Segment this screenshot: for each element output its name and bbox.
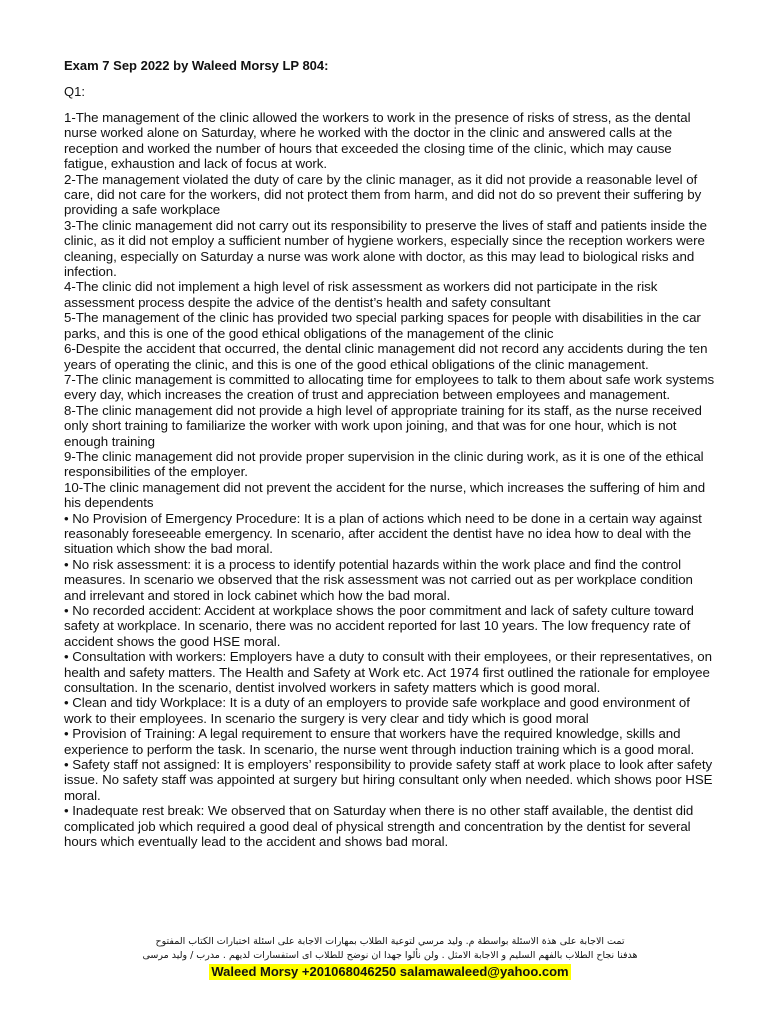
answer-list <box>64 110 716 850</box>
bullet-training: • Provision of Training: A legal requirement to ensure that workers have the required knowledge, skills and experience to perform the task. In scenario, the nurse went through induction training which is a good moral. <box>64 726 695 757</box>
answer-item-4: 4-The clinic did not implement a high level of risk assessment as workers did not participate in the risk assessment process despite the advice of the dentist’s health and safety consultant <box>64 279 658 310</box>
contact-highlight: Waleed Morsy +201068046250 salamawaleed@yahoo.com <box>211 964 569 979</box>
bullet-clean-workplace: • Clean and tidy Workplace: It is a duty of an employers to provide safe workplace and good environment of work to their employees. In scenario the surgery is very clear and tidy which is good moral <box>64 695 690 726</box>
answer-item-2: 2-The management violated the duty of care by the clinic manager, as it did not provide a reasonable level of care, did not care for the workers, did not protect them from harm, and did not do so prevent their suffering by providing a safe workplace <box>64 171 702 218</box>
page-footer <box>64 935 716 981</box>
answer-item-10: 10-The clinic management did not prevent the accident for the nurse, which increases the suffering of him and his dependents <box>64 479 706 511</box>
answer-item-3: 3-The clinic management did not carry out its responsibility to preserve the lives of staff and patients inside the clinic, as it did not employ a sufficient number of hygiene workers, especially since the reception workers were cleaning, especially on Saturday a nurse was work alone with doctor, as this may lead to biological risks and infection. <box>64 217 707 280</box>
bullet-safety-staff: • Safety staff not assigned: It is employers’ responsibility to provide safety staff at work place to look after safety issue. No safety staff was appointed at surgery but hiring consultant only when needed. which shows poor HSE moral. <box>64 757 713 803</box>
bullet-risk-assessment: • No risk assessment: it is a process to identify potential hazards within the work place and find the control measures. In scenario we observed that the risk assessment was not carried out as per workplace condition and irrelevant and stored in lock cabinet which how the bad moral. <box>64 556 693 603</box>
answer-item-8: 8-The clinic management did not provide a high level of appropriate training for its staff, as the nurse received only short training to familiarize the worker with work upon joining, and that was for one hour, which is not enough training <box>64 402 702 449</box>
answer-item-5: 5-The management of the clinic has provided two special parking spaces for people with disabilities in the car parks, and this is one of the good ethical obligations of the management of the clinic <box>64 310 701 341</box>
answer-item-7: 7-The clinic management is committed to allocating time for employees to talk to them about safe work systems every day, which increases the creation of trust and appreciation between employees and management. <box>64 371 715 403</box>
bullet-emergency-procedure: • No Provision of Emergency Procedure: It is a plan of actions which need to be done in a certain way against reasonably foreseeable emergency. In scenario, after accident the dentist have no idea how to deal with the situation which show the bad moral. <box>64 510 702 557</box>
answer-item-1: 1-The management of the clinic allowed the workers to work in the presence of risks of stress, as the dental nurse worked alone on Saturday, where he worked with the doctor in the clinic and answered calls at the reception and worked the number of hours that exceeded the closing time of the clinic, which may cause fatigue, exhaustion and lack of focus at work. <box>64 110 691 172</box>
document-title: Exam 7 Sep 2022 by Waleed Morsy LP 804: <box>64 58 329 73</box>
answer-item-9: 9-The clinic management did not provide proper supervision in the clinic during work, as it is one of the ethical responsibilities of the employer. <box>64 448 704 480</box>
answer-item-6: 6-Despite the accident that occurred, the dental clinic management did not record any accidents during the ten years of operating the clinic, and this is one of the good ethical obligations of the clinic management. <box>64 341 708 372</box>
bullet-consultation: • Consultation with workers: Employers have a duty to consult with their employees, or their representatives, on health and safety matters. The Health and Safety at Work etc. Act 1974 first outlined the rationale for employee consultation. In the scenario, dentist involved workers in safety matters which is good moral. <box>64 649 712 696</box>
bullet-rest-break: • Inadequate rest break: We observed that on Saturday when there is no other staff available, the dentist did complicated job which required a good deal of physical strength and concentration by the dentist for several hours which eventually lead to the accident and shows bad moral. <box>64 803 694 850</box>
question-label: Q1: <box>64 84 85 99</box>
bullet-recorded-accident: • No recorded accident: Accident at workplace shows the poor commitment and lack of safety culture toward safety at workplace. In scenario, there was no accident reported for last 10 years. The low frequency rate of accident shows the good HSE moral. <box>64 603 694 649</box>
footer-arabic-line-1: تمت الاجابة على هذة الاسئلة بواسطة م. وليد مرسي لتوعية الطلاب بمهارات الاجابة على اسئلة اختبارات الكتاب المفتوح <box>155 936 625 947</box>
document-page <box>64 58 716 850</box>
footer-arabic-line-2: هدفنا نجاح الطلاب بالفهم السليم و الاجابة الامثل . ولن نألوا جهدا ان نوضح للطلاب اى استفسارات لديهم . مدرب / وليد مرسى <box>142 950 638 961</box>
